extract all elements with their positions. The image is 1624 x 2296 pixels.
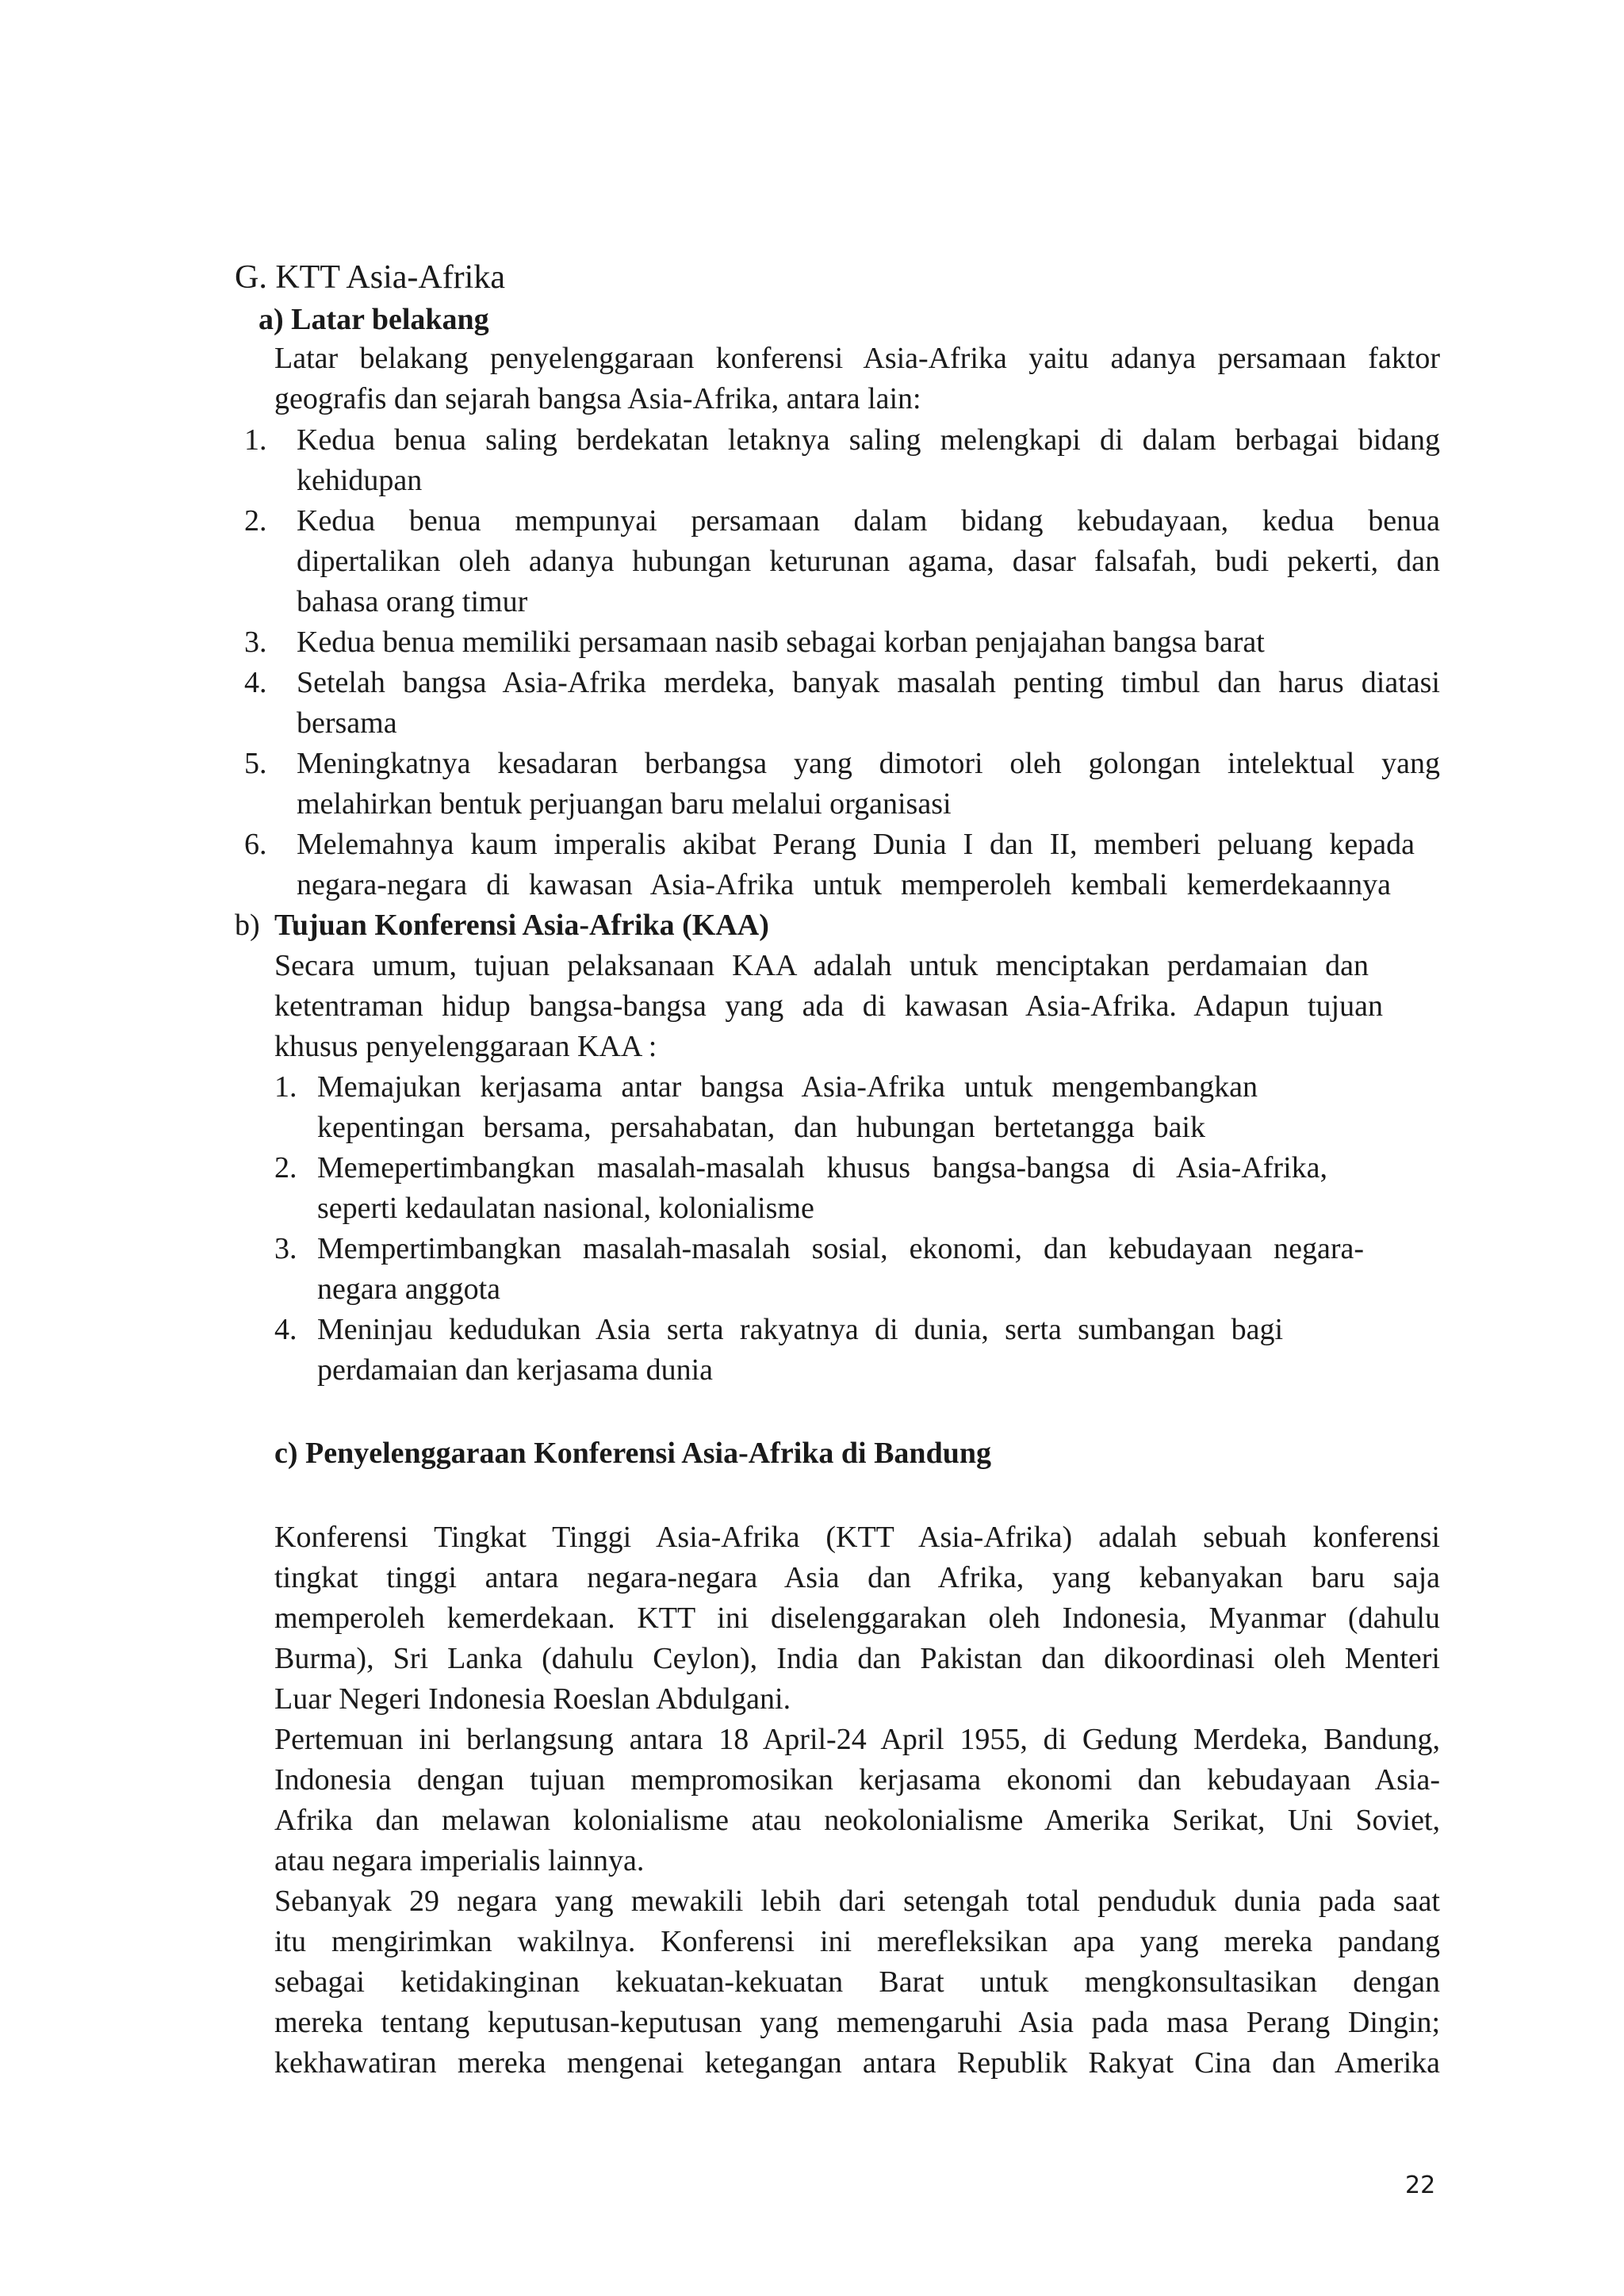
list-number: 1.: [274, 1070, 297, 1104]
list-item-line: Melemahnya kaum imperalis akibat Perang Dunia I dan II, memberi peluang kepada: [297, 828, 1415, 861]
list-item-line: Memajukan kerjasama antar bangsa Asia-Afrika untuk mengembangkan: [317, 1070, 1258, 1104]
sub-a-intro-line: geografis dan sejarah bangsa Asia-Afrika, antara lain:: [274, 382, 921, 415]
sub-b-intro-line: khusus penyelenggaraan KAA :: [274, 1030, 657, 1063]
list-number: 2.: [274, 1151, 297, 1184]
sub-c-heading: c) Penyelenggaraan Konferensi Asia-Afrika di Bandung: [274, 1437, 991, 1470]
paragraph-line: tingkat tinggi antara negara-negara Asia dan Afrika, yang kebanyakan baru saja: [274, 1561, 1440, 1594]
list-item-line: Kedua benua mempunyai persamaan dalam bidang kebudayaan, kedua benua: [297, 504, 1440, 538]
list-number: 5.: [244, 747, 267, 780]
list-item-line: Kedua benua saling berdekatan letaknya saling melengkapi di dalam berbagai bidang: [297, 423, 1440, 457]
list-item-line: perdamaian dan kerjasama dunia: [317, 1353, 714, 1387]
list-item-line: bahasa orang timur: [297, 585, 528, 618]
sub-b-prefix: b): [235, 909, 260, 942]
list-item-line: dipertalikan oleh adanya hubungan keturunan agama, dasar falsafah, budi pekerti, dan: [297, 545, 1440, 578]
list-item-line: kepentingan bersama, persahabatan, dan hubungan bertetangga baik: [317, 1111, 1205, 1144]
paragraph-line: Indonesia dengan tujuan mempromosikan kerjasama ekonomi dan kebudayaan Asia-: [274, 1763, 1440, 1797]
list-number: 4.: [274, 1313, 297, 1346]
section-title: G. KTT Asia-Afrika: [235, 259, 505, 296]
list-number: 3.: [274, 1232, 297, 1265]
paragraph-line: Pertemuan ini berlangsung antara 18 April-24 April 1955, di Gedung Merdeka, Bandung,: [274, 1723, 1440, 1756]
paragraph-line: Sebanyak 29 negara yang mewakili lebih dari setengah total penduduk dunia pada saat: [274, 1885, 1440, 1918]
sub-b-intro-line: Secara umum, tujuan pelaksanaan KAA adalah untuk menciptakan perdamaian dan: [274, 949, 1369, 982]
list-number: 1.: [244, 423, 267, 457]
list-item-line: melahirkan bentuk perjuangan baru melalui organisasi: [297, 787, 952, 821]
paragraph-line: memperoleh kemerdekaan. KTT ini diselenggarakan oleh Indonesia, Myanmar (dahulu: [274, 1601, 1440, 1635]
paragraph-line: Konferensi Tingkat Tinggi Asia-Afrika (KTT Asia-Afrika) adalah sebuah konferensi: [274, 1521, 1440, 1554]
list-item-line: negara-negara di kawasan Asia-Afrika untuk memperoleh kembali kemerdekaannya: [297, 868, 1391, 901]
paragraph-line: Luar Negeri Indonesia Roeslan Abdulgani.: [274, 1682, 791, 1716]
paragraph-line: sebagai ketidakinginan kekuatan-kekuatan Barat untuk mengkonsultasikan dengan: [274, 1965, 1440, 1999]
list-number: 4.: [244, 666, 267, 699]
list-item-line: Kedua benua memiliki persamaan nasib sebagai korban penjajahan bangsa barat: [297, 626, 1265, 659]
list-number: 2.: [244, 504, 267, 538]
list-item-line: Meningkatnya kesadaran berbangsa yang dimotori oleh golongan intelektual yang: [297, 747, 1440, 780]
list-number: 6.: [244, 828, 267, 861]
sub-b-intro-line: ketentraman hidup bangsa-bangsa yang ada di kawasan Asia-Afrika. Adapun tujuan: [274, 989, 1383, 1023]
list-item-line: negara anggota: [317, 1272, 501, 1306]
paragraph-line: atau negara imperialis lainnya.: [274, 1844, 645, 1877]
list-item-line: seperti kedaulatan nasional, kolonialisme: [317, 1192, 814, 1225]
page-number: 22: [1405, 2172, 1436, 2199]
paragraph-line: kekhawatiran mereka mengenai ketegangan antara Republik Rakyat Cina dan Amerika: [274, 2046, 1440, 2080]
list-item-line: Mempertimbangkan masalah-masalah sosial, ekonomi, dan kebudayaan negara-: [317, 1232, 1364, 1265]
paragraph-line: Burma), Sri Lanka (dahulu Ceylon), India dan Pakistan dan dikoordinasi oleh Menteri: [274, 1642, 1440, 1675]
sub-a-intro-line: Latar belakang penyelenggaraan konferensi Asia-Afrika yaitu adanya persamaan faktor: [274, 342, 1440, 375]
sub-a-heading: a) Latar belakang: [259, 303, 489, 336]
sub-b-heading: Tujuan Konferensi Asia-Afrika (KAA): [274, 909, 769, 942]
list-number: 3.: [244, 626, 267, 659]
list-item-line: Setelah bangsa Asia-Afrika merdeka, banyak masalah penting timbul dan harus diatasi: [297, 666, 1440, 699]
paragraph-line: itu mengirimkan wakilnya. Konferensi ini merefleksikan apa yang mereka pandang: [274, 1925, 1440, 1958]
list-item-line: kehidupan: [297, 464, 423, 497]
paragraph-line: mereka tentang keputusan-keputusan yang memengaruhi Asia pada masa Perang Dingin;: [274, 2006, 1440, 2039]
list-item-line: bersama: [297, 706, 397, 740]
paragraph-line: Afrika dan melawan kolonialisme atau neokolonialisme Amerika Serikat, Uni Soviet,: [274, 1804, 1440, 1837]
list-item-line: Memepertimbangkan masalah-masalah khusus bangsa-bangsa di Asia-Afrika,: [317, 1151, 1327, 1184]
list-item-line: Meninjau kedudukan Asia serta rakyatnya di dunia, serta sumbangan bagi: [317, 1313, 1283, 1346]
